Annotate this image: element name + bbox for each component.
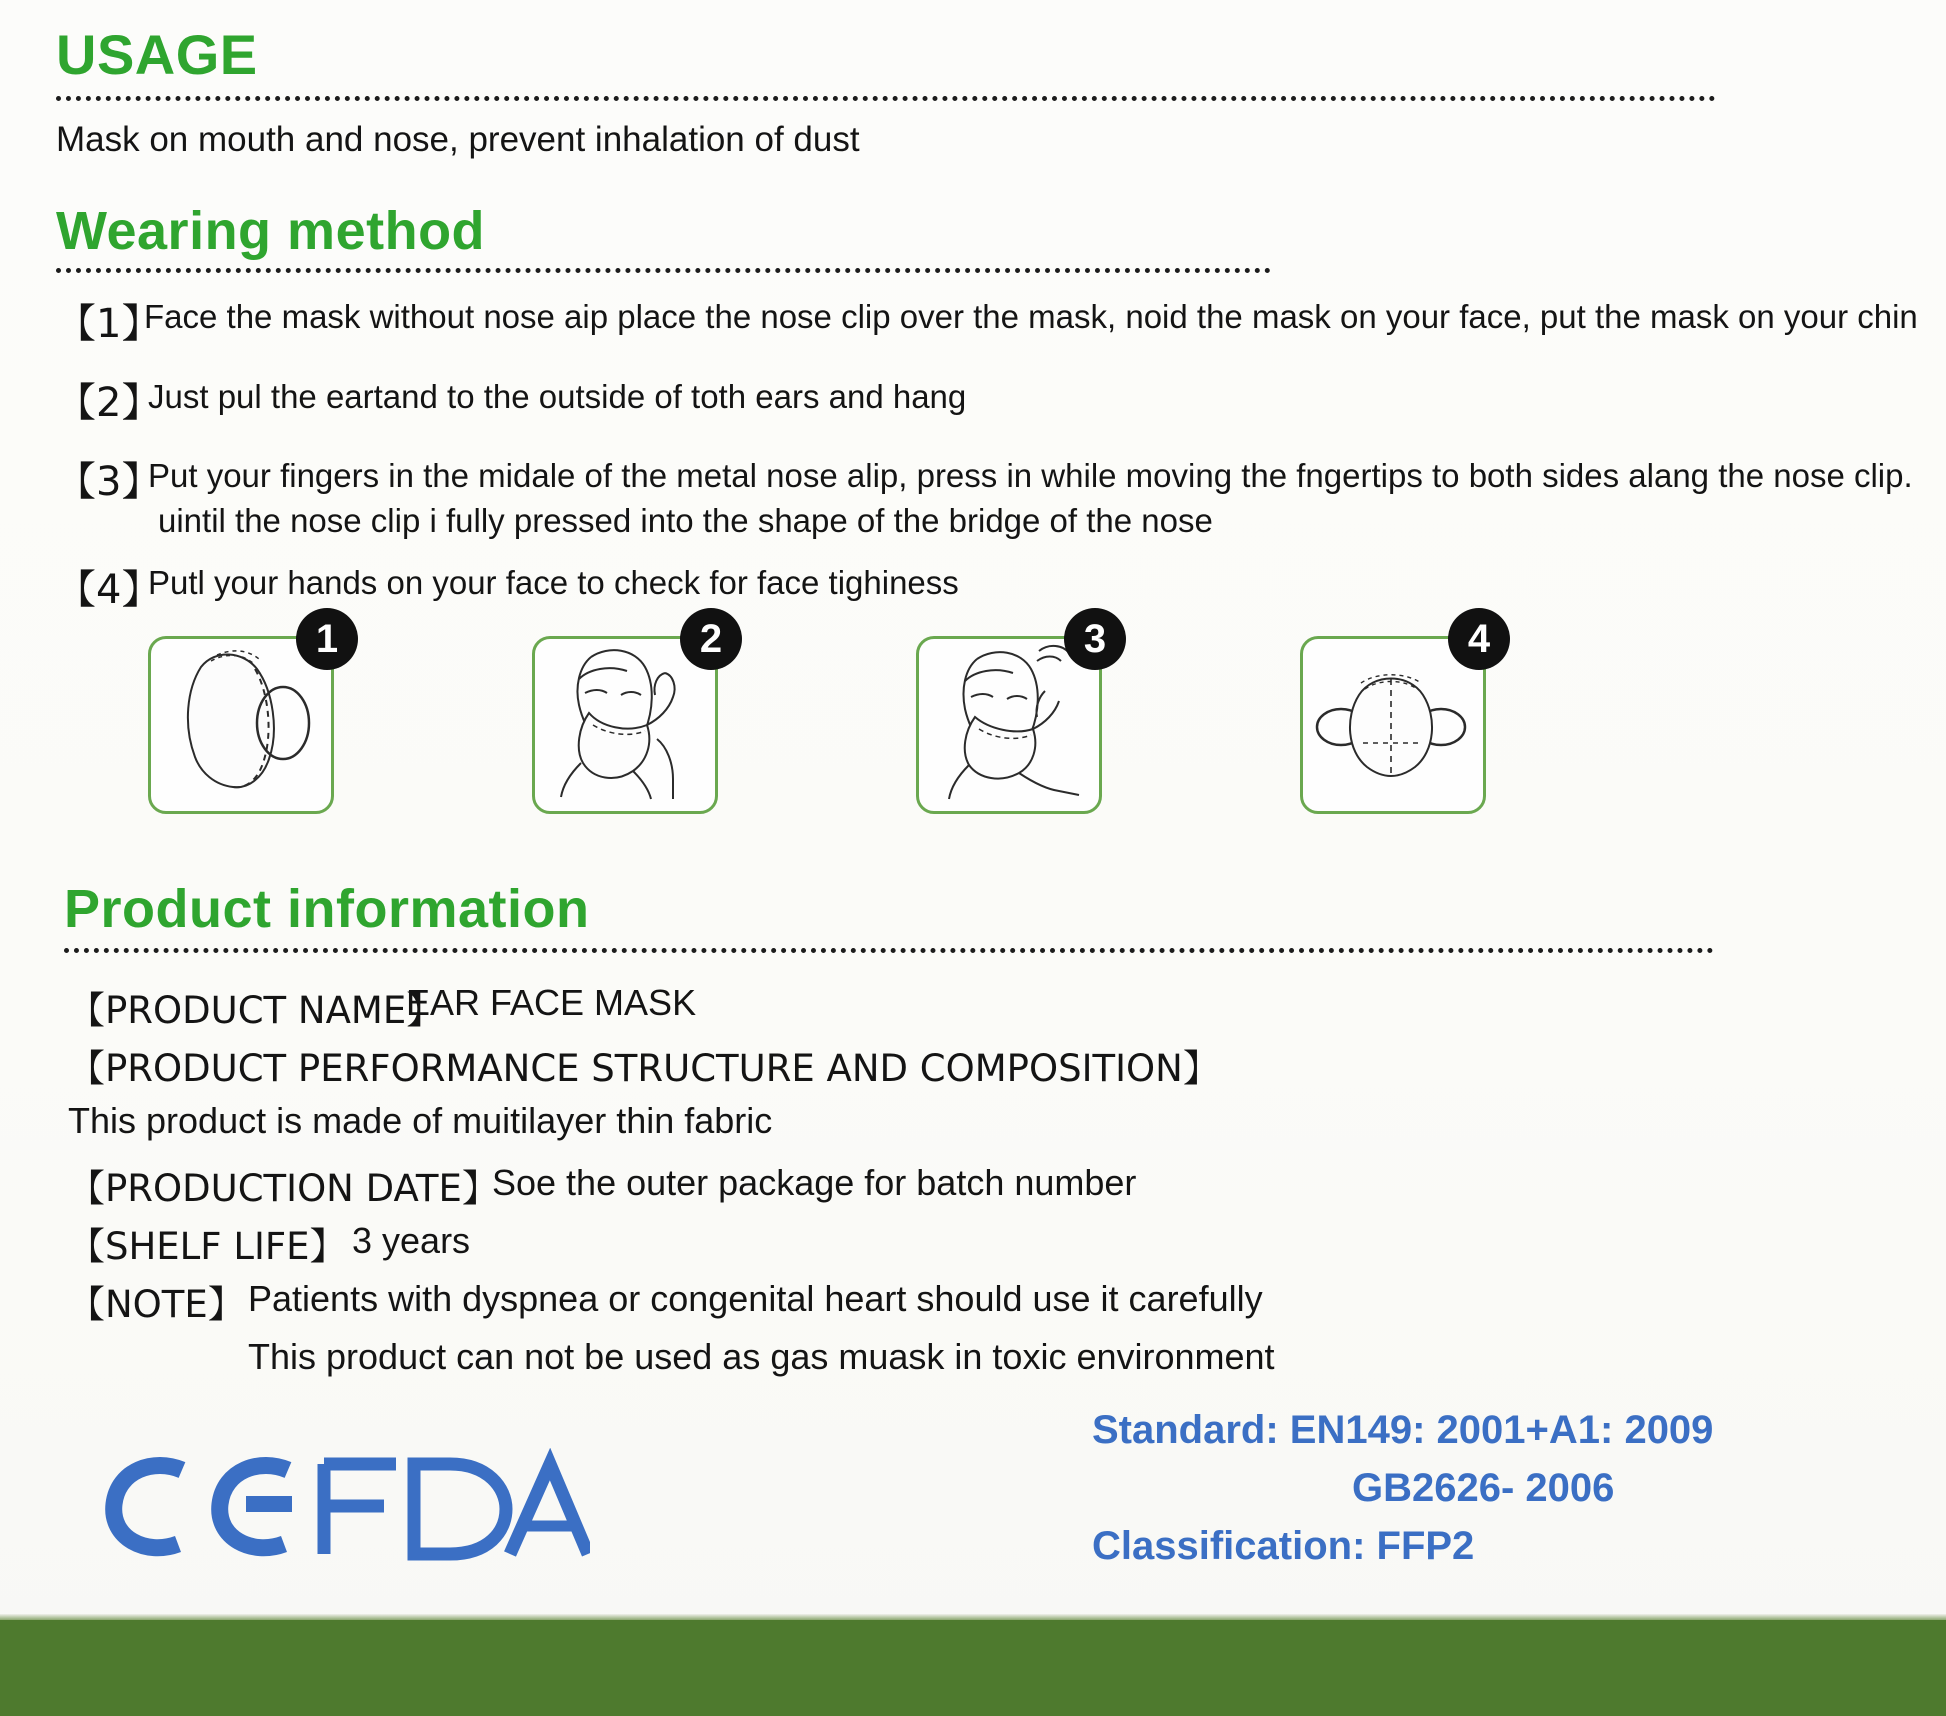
note-value-second-line: This product can not be used as gas muask in toxic environment	[248, 1336, 1275, 1377]
wearing-method-divider	[56, 268, 1271, 273]
note-value: Patients with dyspnea or congenital heart should use it carefully	[248, 1278, 1263, 1319]
folded-mask-side-view-icon	[151, 639, 325, 805]
classification-line: Classification: FFP2	[1092, 1524, 1475, 1568]
wearing-step-3-number: 【3】	[56, 459, 162, 505]
wearing-step-3-text: Put your fingers in the midale of the metal nose alip, press in while moving the fngertips to both sides alang the nose clip.	[148, 457, 1913, 494]
standard-line-2: GB2626- 2006	[1352, 1466, 1615, 1510]
shelf-life-label: 【SHELF LIFE】	[68, 1225, 347, 1268]
shelf-life-value: 3 years	[352, 1220, 471, 1261]
wearing-figure-3-badge: 3	[1064, 608, 1126, 670]
wearing-step-4-text: Putl your hands on your face to check for face tighiness	[148, 564, 959, 601]
wearing-step-4-number: 【4】	[56, 567, 162, 613]
fda-icon	[310, 1448, 590, 1566]
fda-mark-logo	[310, 1448, 590, 1571]
wearing-step-2-number: 【2】	[56, 380, 162, 426]
product-composition-value: This product is made of muitilayer thin fabric	[68, 1100, 773, 1141]
product-information-divider	[64, 948, 1714, 953]
ce-icon	[96, 1452, 336, 1562]
mask-front-view-with-earloops-icon	[1303, 639, 1477, 805]
standard-line-1: Standard: EN149: 2001+A1: 2009	[1092, 1408, 1714, 1452]
usage-divider	[56, 96, 1716, 101]
wearing-step-1-number: 【1】	[56, 301, 162, 347]
person-pressing-nose-clip-icon	[919, 639, 1093, 805]
wearing-step-1-text: Face the mask without nose aip place the nose clip over the mask, noid the mask on your face, put the mask on your chin	[144, 298, 1918, 335]
bottom-green-band	[0, 1620, 1946, 1716]
product-performance-label: 【PRODUCT PERFORMANCE STRUCTURE AND COMPOSITION】	[68, 1047, 1220, 1090]
product-information-heading: Product information	[64, 879, 590, 939]
person-placing-mask-on-face-icon	[535, 639, 709, 805]
production-date-value: Soe the outer package for batch number	[492, 1162, 1137, 1203]
product-name-label: 【PRODUCT NAME】	[68, 989, 444, 1032]
wearing-method-heading: Wearing method	[56, 201, 486, 261]
production-date-label: 【PRODUCTION DATE】	[68, 1167, 499, 1210]
wearing-figure-1-badge: 1	[296, 608, 358, 670]
wearing-step-2-text: Just pul the eartand to the outside of toth ears and hang	[148, 378, 967, 415]
note-label: 【NOTE】	[68, 1283, 245, 1326]
wearing-figure-2-badge: 2	[680, 608, 742, 670]
wearing-step-3-text-cont: uintil the nose clip i fully pressed into the shape of the bridge of the nose	[158, 502, 1213, 539]
wearing-figure-4-badge: 4	[1448, 608, 1510, 670]
product-name-value: EAR FACE MASK	[406, 982, 697, 1023]
usage-body: Mask on mouth and nose, prevent inhalation of dust	[56, 120, 860, 159]
ce-mark-logo	[96, 1452, 336, 1567]
usage-heading: USAGE	[56, 23, 258, 86]
